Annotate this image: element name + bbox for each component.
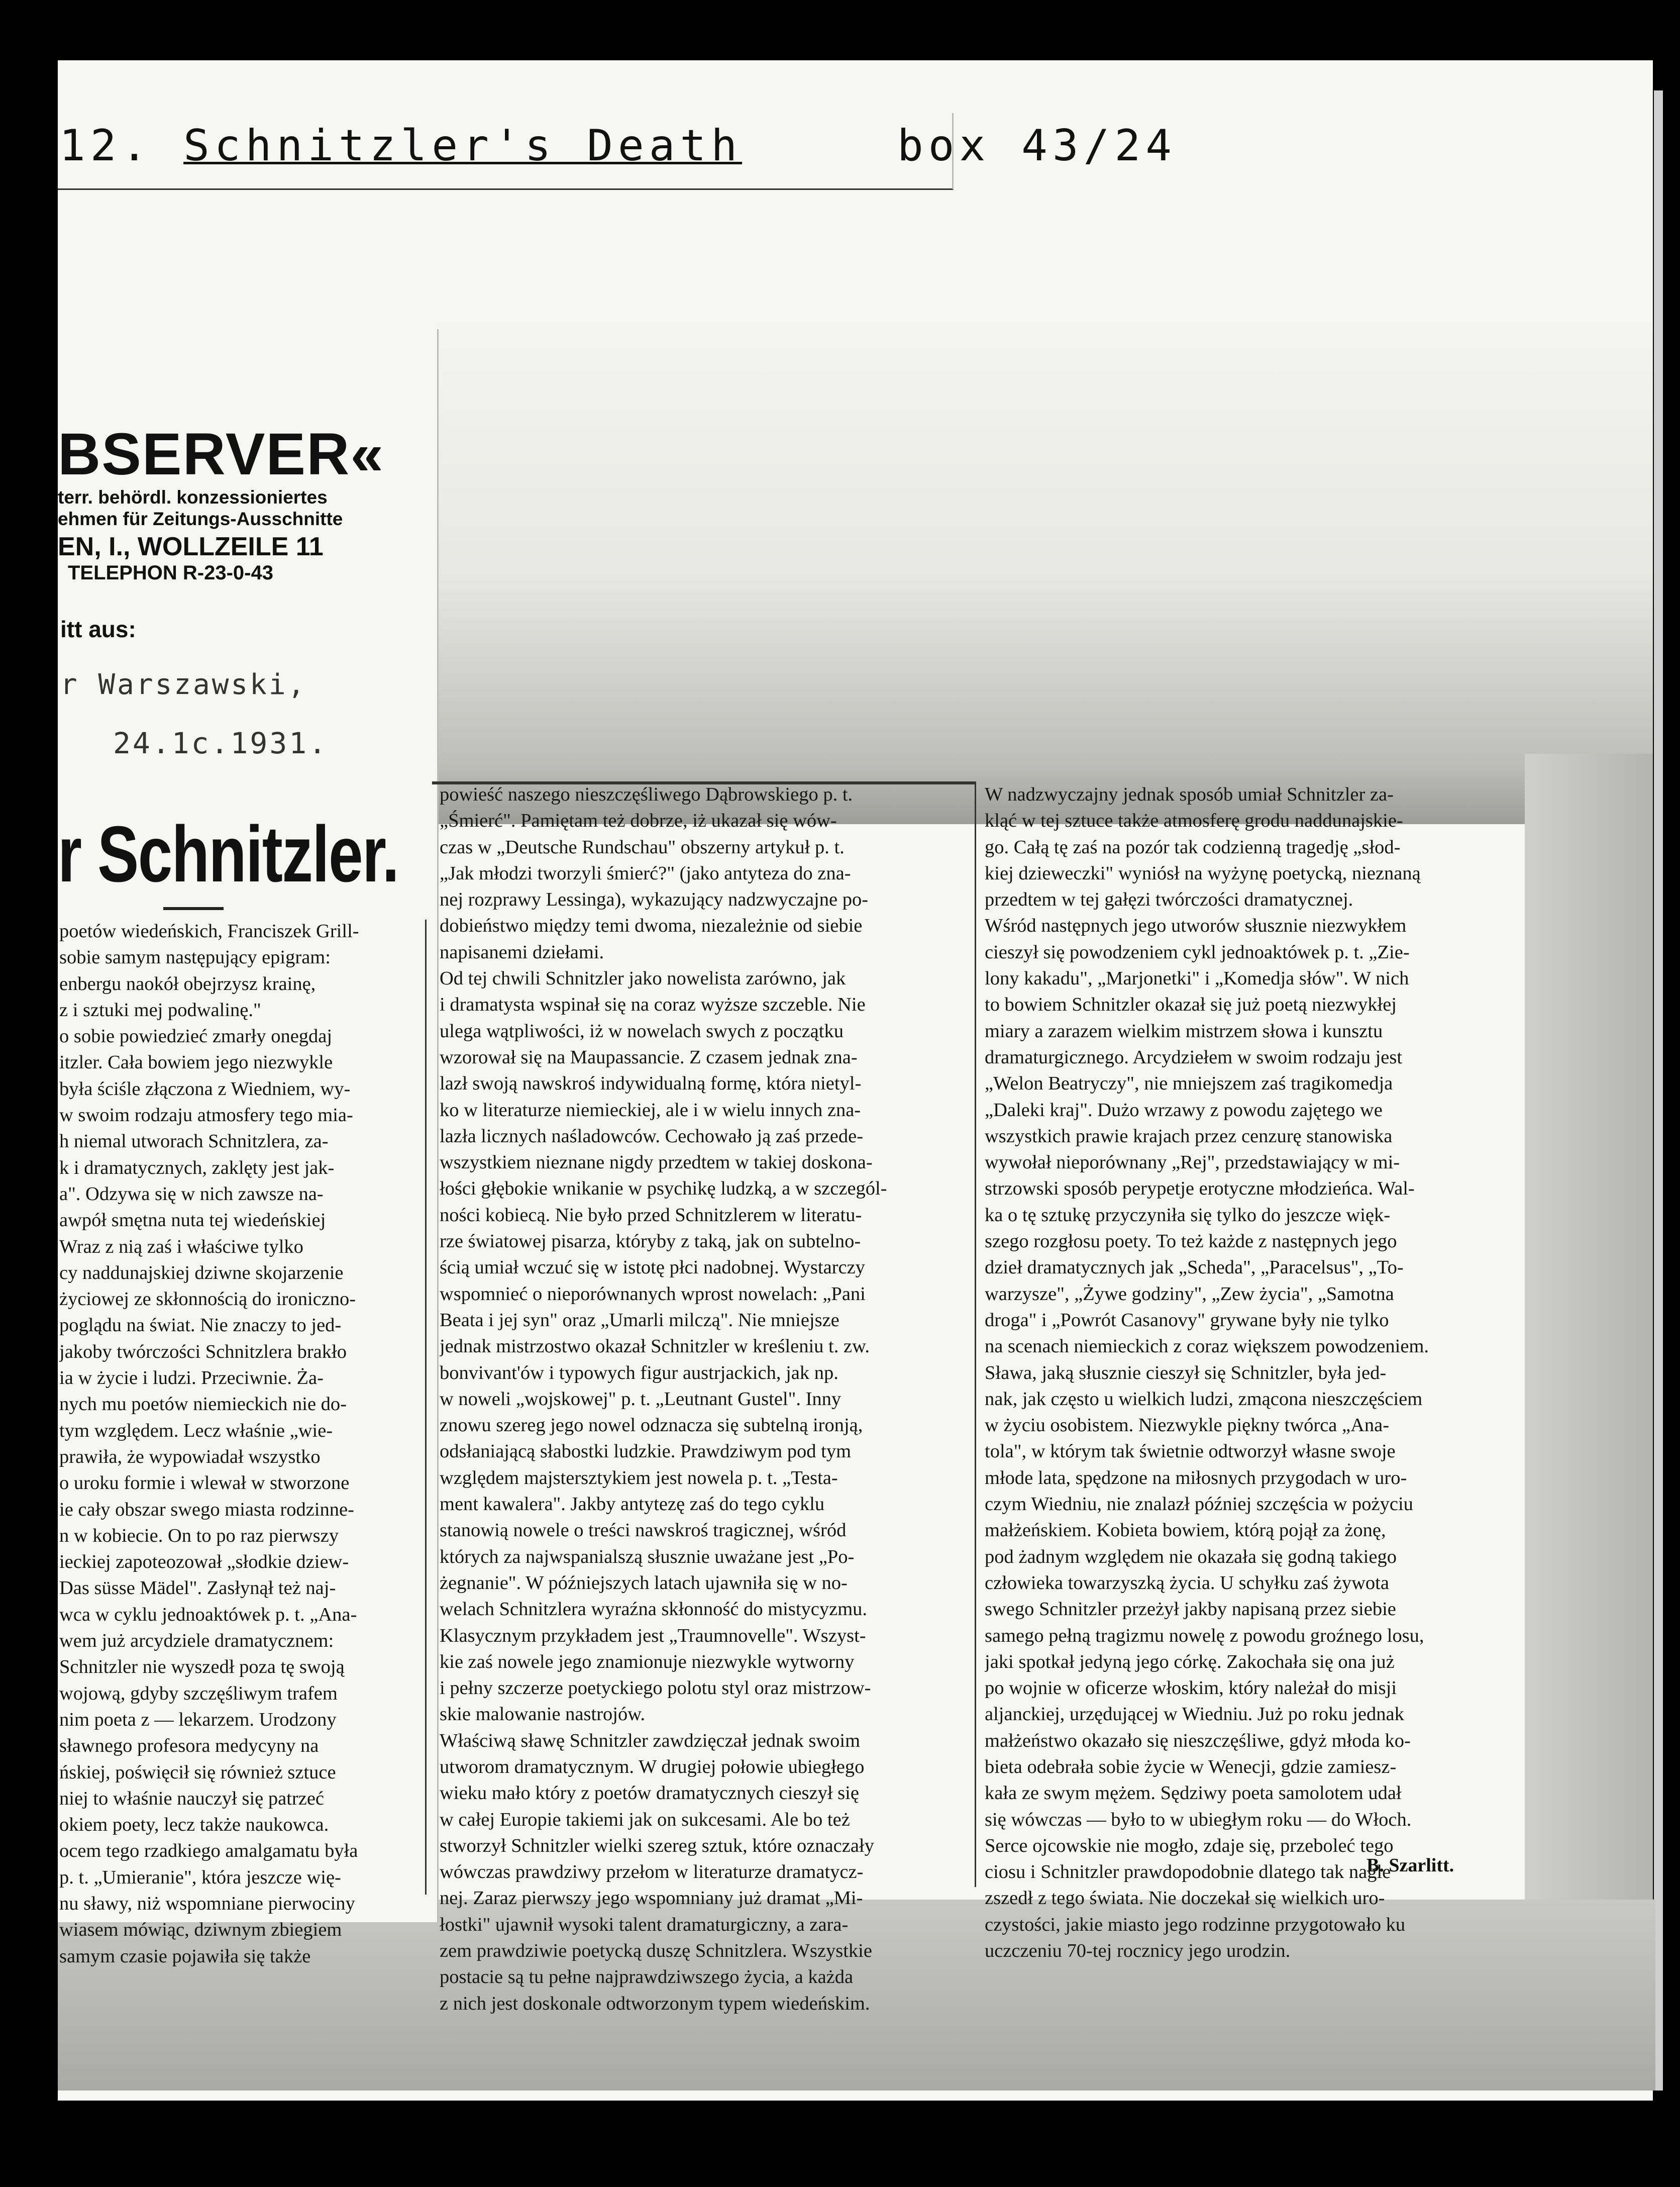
article-line: ności kobiecą. Nie było przed Schnitzlerem w literatu- (440, 1204, 862, 1226)
article-line: łości głębokie wnikanie w psychikę ludzką, a w szczegól- (440, 1178, 887, 1200)
article-line: droga" i „Powrót Casanovy" grywane były nie tylko (985, 1309, 1389, 1331)
article-line: bieta odebrała sobie życie w Wenecji, gdzie zamiesz- (985, 1756, 1397, 1777)
archive-label (59, 121, 1177, 171)
article-line: wca w cyklu jednoaktówek p. t. „Ana- (59, 1604, 357, 1625)
article-line: małżeństwo okazało się nieszczęśliwe, gdyż młoda ko- (985, 1730, 1411, 1751)
article-line: kiej dzieweczki" wyniósł na wyżynę poetycką, nieznaną (985, 862, 1421, 884)
article-line: ciosu i Schnitzler prawdopodobnie dlatego tak nagle (985, 1861, 1391, 1883)
article-line: stworzył Schnitzler wielki szereg sztuk, które oznaczały (440, 1835, 874, 1856)
masthead-address: EN, I., WOLLZEILE 11 (58, 532, 324, 562)
source-label: itt aus: (60, 616, 136, 642)
article-line: Das süsse Mädel". Zasłynął też naj- (59, 1577, 336, 1599)
article-line: ulega wątpliwości, iż w nowelach swych z początku (440, 1020, 844, 1042)
article-line: postacie są tu pełne najprawdziwszego życia, a każda (440, 1966, 854, 1988)
article-line: aljanckiej, urzędującej w Wiedniu. Już po roku jednak (985, 1704, 1404, 1725)
article-line: odsłaniającą słabostki ludzkie. Prawdziwym pod tym (440, 1441, 852, 1462)
article-line: lazła licznych naśladowców. Cechowało ją zaś przede- (440, 1125, 864, 1147)
article-line: ieckiej zapoteozował „słodkie dziew- (59, 1551, 349, 1573)
article-line: nak, jak często u wielkich ludzi, zmącona nieszczęściem (985, 1388, 1423, 1410)
article-line: małżeńskiem. Kobieta bowiem, którą pojął za żonę, (985, 1520, 1386, 1541)
article-line: w całej Europie takiemi jak on sukcesami. Ale bo też (440, 1809, 850, 1830)
article-line: sławnego profesora medycyny na (59, 1735, 319, 1757)
article-line: szego rozgłosu poety. To też każde z następnych jego (985, 1231, 1397, 1252)
article-line: „Śmierć". Pamiętam też dobrze, iż ukazał się wów- (440, 810, 837, 832)
article-line: względem majstersztykiem jest nowela p. t. „Testa- (440, 1467, 838, 1488)
article-line: powieść naszego nieszczęśliwego Dąbrowskiego p. t. (440, 784, 853, 805)
article-line: to bowiem Schnitzler okazał się już poetą niezwykłej (985, 994, 1397, 1016)
article-line: czas w „Deutsche Rundschau" obszerny artykuł p. t. (440, 836, 845, 858)
article-line: lony kakadu", „Marjonetki" i „Komedja słów". W nich (985, 968, 1409, 989)
article-line: welach Schnitzlera wyraźna skłonność do mistycyzmu. (440, 1599, 868, 1620)
article-line: o sobie powiedzieć zmarły onegdaj (59, 1026, 333, 1047)
article-line: a". Odzywa się w nich zawsze na- (59, 1183, 324, 1205)
column-rule-2 (975, 781, 976, 1887)
masthead-telephone: TELEPHON R-23-0-43 (68, 562, 273, 584)
article-line: itzler. Cała bowiem jego niezwykle (59, 1052, 333, 1073)
masthead (58, 421, 437, 584)
article-line: strzowski sposób perypetje erotyczne młodzieńca. Wal- (985, 1178, 1415, 1200)
article-line: cy naddunajskiej dziwne skojarzenie (59, 1262, 344, 1283)
label-box: box 43/24 (897, 121, 1177, 171)
article-line: Klasycznym przykładem jest „Traumnovelle". Wszyst- (440, 1625, 866, 1646)
source-date: 24.1c.1931. (113, 726, 329, 760)
article-line: lazł swoją nawskroś indywidualną formę, która nietyl- (440, 1073, 862, 1095)
article-title: r Schnitzler. (58, 810, 399, 899)
article-line: nu sławy, niż wspomniane pierwociny (59, 1893, 355, 1914)
article-line: człowieka towarzyszką życia. U schyłku zaś żywota (985, 1572, 1389, 1594)
article-line: wszystkich prawie krajach przez cenzurę stanowiska (985, 1125, 1393, 1147)
article-line: „Daleki kraj". Dużo wrzawy z powodu zajętego we (985, 1099, 1383, 1121)
article-line: ocem tego rzadkiego amalgamatu była (59, 1840, 358, 1862)
article-line: wieku mało który z poetów dramatycznych cieszył się (440, 1782, 859, 1804)
article-line: była ściśle złączona z Wiedniem, wy- (59, 1078, 351, 1100)
article-line: skie malowanie nastrojów. (440, 1704, 646, 1725)
article-line: cieszył się powodzeniem cykl jednoaktówek p. t. „Zie- (985, 941, 1410, 963)
column-rule-1 (425, 920, 427, 1895)
article-line: jaki spotkał jedyną jego córkę. Zakochała się ona już (985, 1651, 1395, 1672)
article-line: go. Całą tę zaś na pozór tak codzienną tragedję „słod- (985, 836, 1401, 858)
article-line: życiowej ze skłonnością do ironiczno- (59, 1288, 356, 1310)
clipping-background-right (1525, 754, 1653, 2080)
article-line: ścią umiał wczuć się w istotę płci nadobnej. Wystarczy (440, 1257, 865, 1278)
article-line: p. t. „Umieranie", która jeszcze wię- (59, 1866, 341, 1888)
article-line: ńskiej, poświęcił się również sztuce (59, 1761, 336, 1783)
article-line: nych mu poetów niemieckich nie do- (59, 1394, 347, 1415)
article-line: czystości, jakie miasto jego rodzinne przygotowało ku (985, 1914, 1406, 1935)
article-line: tola", w którym tak świetnie odtworzył własne swoje (985, 1441, 1396, 1462)
article-line: nim poeta z — lekarzem. Urodzony (59, 1709, 337, 1730)
article-line: ie cały obszar swego miasta rodzinne- (59, 1499, 354, 1520)
article-line: wywołał nieporównany „Rej", przedstawiający w mi- (985, 1152, 1400, 1173)
article-column-3 (985, 781, 1517, 1964)
article-line: zem prawdziwie poetycką duszę Schnitzlera. Wszystkie (440, 1940, 872, 1962)
article-line: żegnanie". W późniejszych latach ujawniła się w no- (440, 1572, 848, 1594)
article-line: k i dramatycznych, zaklęty jest jak- (59, 1157, 335, 1178)
masthead-line-2: ehmen für Zeitungs-Ausschnitte (58, 508, 343, 529)
article-line: i dramatysta wspinał się na coraz wyższe szczeble. Nie (440, 994, 866, 1016)
article-line: o uroku formie i wlewał w stworzone (59, 1472, 350, 1494)
article-line: „Jak młodzi tworzyli śmierć?" (jako antyteza do zna- (440, 862, 851, 884)
article-line: znowu szereg jego nowel odznacza się subtelną ironją, (440, 1415, 863, 1436)
article-signature: B. Szarlitt. (1367, 1855, 1454, 1876)
article-line: bonvivant'ów i typowych figur austrjackich, jak np. (440, 1362, 838, 1383)
article-line: wówczas prawdziwy przełom w literaturze dramatycz- (440, 1861, 864, 1883)
article-line: dzieł dramatycznych jak „Scheda", „Paracelsus", „To- (985, 1257, 1404, 1278)
article-line: poetów wiedeńskich, Franciszek Grill- (59, 921, 359, 942)
article-line: łostki" ujawnił wysoki talent dramaturgiczny, a zara- (440, 1914, 849, 1935)
article-line: dramaturgicznego. Arcydziełem w swoim rodzaju jest (985, 1046, 1403, 1068)
article-line: na scenach niemieckich z coraz większem powodzeniem. (985, 1336, 1429, 1357)
article-line: prawiła, że wypowiadał wszystko (59, 1446, 321, 1467)
article-line: wszystkiem nieznane nigdy przedtem w takiej doskona- (440, 1152, 873, 1173)
article-column-2 (440, 781, 970, 2017)
article-line: stanowią nowele o treści nawskroś tragicznej, wśród (440, 1520, 847, 1541)
article-line: się wówczas — było to w ubiegłym roku — do Włoch. (985, 1809, 1412, 1830)
article-line: ment kawalera". Jakby antytezę zaś do tego cyklu (440, 1494, 825, 1515)
article-line: dobieństwo między temi dwoma, niezależnie od siebie (440, 915, 863, 937)
article-line: wzorował się na Maupassancie. Z czasem jednak zna- (440, 1046, 858, 1068)
article-line: uczczeniu 70-tej rocznicy jego urodzin. (985, 1940, 1291, 1962)
article-line: tym względem. Lecz właśnie „wie- (59, 1420, 333, 1441)
article-line: nej. Zaraz pierwszy jego wspomniany już dramat „Mi- (440, 1887, 863, 1909)
article-line: pod żadnym względem nie okazała się godną takiego (985, 1546, 1397, 1567)
article-line: z i sztuki mej podwalinę." (59, 999, 261, 1021)
article-line: kie zaś nowele jego znamionuje niezwykle wytworny (440, 1651, 855, 1672)
article-line: kała ze swym mężem. Sędziwy poeta samolotem udał (985, 1782, 1402, 1804)
article-line: wspomnieć o nieporównanych wprost nowelach: „Pani (440, 1283, 866, 1305)
article-line: jakoby twórczości Schnitzlera brakło (59, 1341, 347, 1362)
sheet-edge (1654, 90, 1663, 2091)
article-line: Sława, jaką słusznie cieszył się Schnitzler, była jed- (985, 1362, 1387, 1383)
article-line: jednak mistrzostwo okazał Schnitzler w kreśleniu t. zw. (440, 1336, 870, 1357)
article-line: wem już arcydziele dramatycznem: (59, 1630, 334, 1652)
article-line: rze światowej pisarza, któryby z taką, jak on subtelno- (440, 1231, 861, 1252)
article-line: Właściwą sławę Schnitzler zawdzięczał jednak swoim (440, 1730, 861, 1751)
article-line: czym Wiedniu, nie znalazł później szczęścia w pożyciu (985, 1494, 1413, 1515)
article-line: utworom dramatycznym. W drugiej połowie ubiegłego (440, 1756, 865, 1777)
article-column-1 (59, 918, 413, 1969)
clipping-background-top (437, 322, 1653, 824)
article-line: z nich jest doskonale odtworzonym typem wiedeńskim. (440, 1993, 870, 2014)
masthead-brand: BSERVER« (58, 421, 384, 487)
article-line: miary a zarazem wielkim mistrzem słowa i kunsztu (985, 1020, 1383, 1042)
article-line: nej rozprawy Lessinga), wykazujący nadzwyczajne po- (440, 889, 869, 911)
article-line: wojową, gdyby szczęśliwym trafem (59, 1682, 338, 1704)
article-line: enbergu naokół obejrzysz krainę, (59, 973, 316, 995)
masthead-line-1: terr. behördl. konzessioniertes (58, 487, 328, 508)
article-line: Serce ojcowskie nie mogło, zdaje się, przeboleć tego (985, 1835, 1394, 1856)
article-line: których za najwspanialszą słusznie uważane jest „Po- (440, 1546, 855, 1567)
article-line: młode lata, spędzone na miłosnych przygodach w uro- (985, 1467, 1407, 1488)
article-line: w życiu osobistem. Niezwykle piękny twórca „Ana- (985, 1415, 1390, 1436)
article-line: Wraz z nią zaś i właściwe tylko (59, 1236, 303, 1257)
article-line: warzysze", „Żywe godziny", „Zew życia", „Samotna (985, 1283, 1394, 1305)
article-line: po wojnie w oficerze włoskim, który należał do misji (985, 1677, 1397, 1699)
article-line: Schnitzler nie wyszedł poza tę swoją (59, 1656, 345, 1678)
article-line: poglądu na świat. Nie znaczy to jed- (59, 1315, 342, 1336)
label-title: Schnitzler's Death (183, 121, 743, 171)
article-line: w swoim rodzaju atmosfery tego mia- (59, 1105, 353, 1126)
article-line: sobie samym następujący epigram: (59, 947, 331, 968)
label-number: 12. (59, 121, 153, 171)
article-line: wiasem mówiąc, dziwnym zbiegiem (59, 1919, 342, 1941)
article-line: okiem poety, lecz także naukowca. (59, 1814, 329, 1836)
article-line: W nadzwyczajny jednak sposób umiał Schnitzler za- (985, 784, 1394, 805)
article-line: samym czasie pojawiła się także (59, 1945, 311, 1967)
article-line: Od tej chwili Schnitzler jako nowelista zarówno, jak (440, 968, 846, 989)
article-line: napisanemi dziełami. (440, 941, 604, 963)
article-line: niej to właśnie nauczył się patrzeć (59, 1787, 325, 1809)
article-line: „Welon Beatryczy", nie mniejszem zaś tragikomedja (985, 1073, 1393, 1095)
article-line: swego Schnitzler przeżył jakby napisaną przez siebie (985, 1599, 1396, 1620)
article-line: ka o tę sztukę przyczyniła się tylko do jeszcze więk- (985, 1204, 1391, 1226)
article-line: przedtem w tej gałęzi twórczości dramatycznej. (985, 889, 1353, 911)
article-line: kląć w tej sztuce także atmosferę grodu naddunajskie- (985, 810, 1403, 832)
article-line: Beata i jej syn" oraz „Umarli milczą". Nie mniejsze (440, 1309, 839, 1331)
article-line: i pełny szczerze poetyckiego polotu styl oraz mistrzow- (440, 1677, 871, 1699)
article-line: w noweli „wojskowej" p. t. „Leutnant Gustel". Inny (440, 1388, 842, 1410)
article-line: ko w literaturze niemieckiej, ale i w wielu innych zna- (440, 1099, 861, 1121)
article-line: awpół smętna nuta tej wiedeńskiej (59, 1210, 326, 1231)
source-name: r Warszawski, (60, 668, 307, 701)
article-line: h niemal utworach Schnitzlera, za- (59, 1131, 329, 1152)
article-line: Wśród następnych jego utworów słusznie niezwykłem (985, 915, 1407, 937)
article-line: n w kobiecie. On to po raz pierwszy (59, 1525, 339, 1546)
title-rule (163, 907, 224, 910)
article-line: samego pełną tragizmu nowelę z powodu groźnego losu, (985, 1625, 1424, 1646)
article-line: zszedł z tego świata. Nie doczekał się wielkich uro- (985, 1887, 1385, 1909)
article-line: ia w życie i ludzi. Przeciwnie. Ża- (59, 1367, 324, 1389)
